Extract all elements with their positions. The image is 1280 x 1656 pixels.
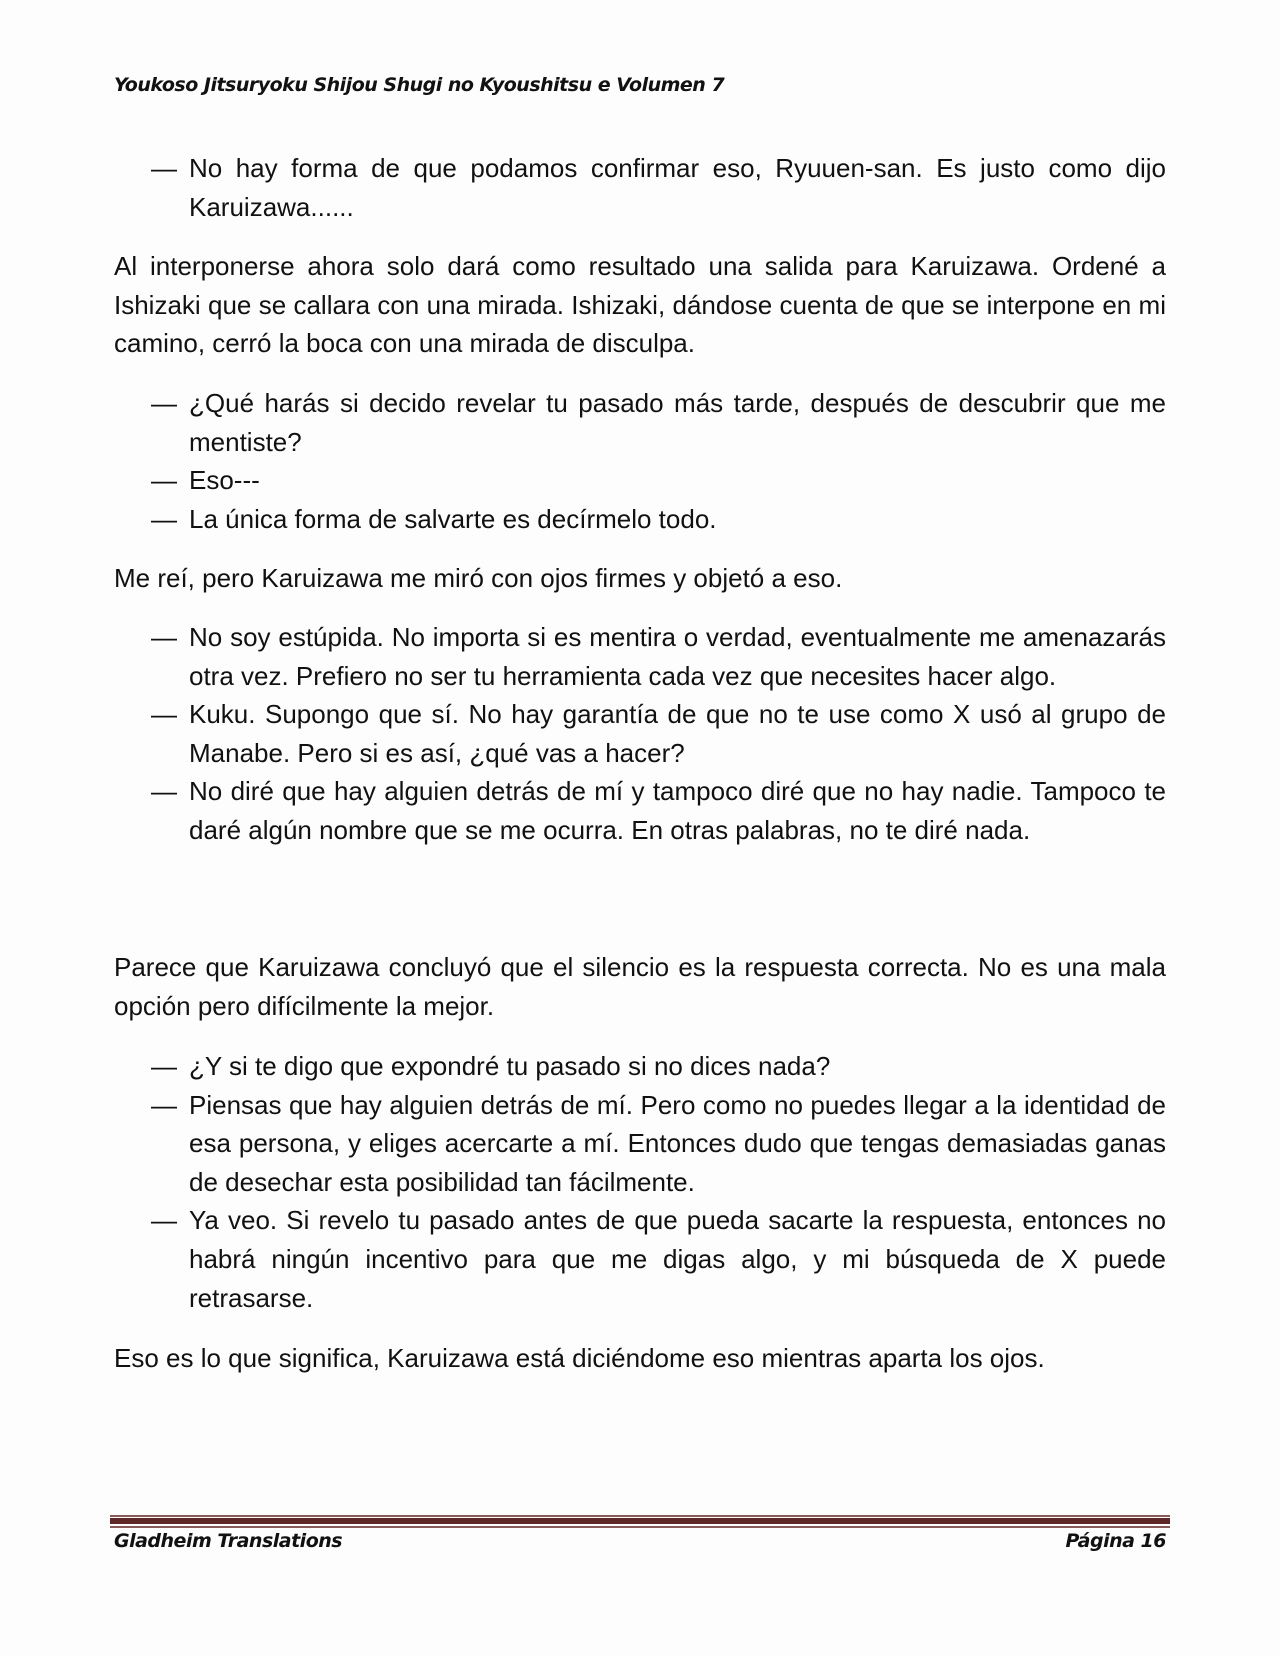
dialogue-dash: — xyxy=(151,622,177,652)
dialogue-dash: — xyxy=(151,699,177,730)
dialogue-dash: — xyxy=(151,503,177,534)
dialogue-group xyxy=(114,618,1166,850)
dialogue-dash: — xyxy=(151,1205,177,1236)
dialogue-line xyxy=(114,384,1166,461)
dialogue-text: No diré que hay alguien detrás de mí y tampoco diré que no hay nadie. Tampoco te daré algún nombre que se me ocurra. En otras palabras, no te diré nada. xyxy=(189,776,1166,845)
running-header: Youkoso Jitsuryoku Shijou Shugi no Kyoushitsu e Volumen 7 xyxy=(114,74,725,96)
paragraph-text: Parece que Karuizawa concluyó que el silencio es la respuesta correcta. No es una mala opción pero difícilmente la mejor. xyxy=(114,952,1166,1021)
dialogue-dash: — xyxy=(151,388,177,418)
footer-rule xyxy=(110,1515,1170,1517)
dialogue-text: La única forma de salvarte es decírmelo todo. xyxy=(189,503,717,534)
dialogue-line xyxy=(114,695,1166,772)
dialogue-text: Piensas que hay alguien detrás de mí. Pero como no puedes llegar a la identidad de esa persona, y eliges acercarte a mí. Entonces dudo que tengas demasiadas ganas de desechar esta posibilidad tan fácilmente. xyxy=(189,1089,1166,1197)
dialogue-text: ¿Y si te digo que expondré tu pasado si no dices nada? xyxy=(189,1051,831,1081)
dialogue-dash: — xyxy=(151,153,177,183)
footer-rule-lower xyxy=(110,1526,1170,1528)
dialogue-line xyxy=(114,461,1166,500)
dialogue-text: ¿Qué harás si decido revelar tu pasado más tarde, después de descubrir que me mentiste? xyxy=(189,388,1166,457)
dialogue-dash: — xyxy=(151,1089,177,1120)
footer-publisher: Gladheim Translations xyxy=(114,1530,343,1552)
footer-page-number: Página 16 xyxy=(1065,1530,1166,1552)
dialogue-text: No hay forma de que podamos confirmar eso, Ryuuen-san. Es justo como dijo Karuizawa...... xyxy=(189,153,1166,222)
dialogue-group xyxy=(114,1047,1166,1317)
dialogue-group xyxy=(114,384,1166,538)
dialogue-dash: — xyxy=(151,465,177,496)
dialogue-line xyxy=(114,618,1166,695)
dialogue-text: Ya veo. Si revelo tu pasado antes de que pueda sacarte la respuesta, entonces no habrá ningún incentivo para que me digas algo, y mi búsqueda de X puede retrasarse. xyxy=(189,1205,1166,1313)
narration-paragraph xyxy=(114,247,1166,363)
paragraph-text: Me reí, pero Karuizawa me miró con ojos firmes y objetó a eso. xyxy=(114,563,843,593)
dialogue-text: No soy estúpida. No importa si es mentira o verdad, eventualmente me amenazarás otra vez. Prefiero no ser tu herramienta cada vez que necesites hacer algo. xyxy=(189,622,1166,691)
dialogue-line xyxy=(114,772,1166,849)
dialogue-line xyxy=(114,149,1166,226)
dialogue-text: Kuku. Supongo que sí. No hay garantía de que no te use como X usó al grupo de Manabe. Pero si es así, ¿qué vas a hacer? xyxy=(189,699,1166,768)
dialogue-text: Eso--- xyxy=(189,465,260,496)
dialogue-line xyxy=(114,1201,1166,1317)
paragraph-text: Al interponerse ahora solo dará como resultado una salida para Karuizawa. Ordené a Ishizaki que se callara con una mirada. Ishizaki, dándose cuenta de que se interpone en mi camino, cerró la boca con una mirada de disculpa. xyxy=(114,251,1166,359)
dialogue-line xyxy=(114,1086,1166,1202)
footer-rule-thick xyxy=(110,1518,1170,1524)
dialogue-line xyxy=(114,500,1166,539)
dialogue-group xyxy=(114,149,1166,226)
paragraph-text: Eso es lo que significa, Karuizawa está diciéndome eso mientras aparta los ojos. xyxy=(114,1343,1045,1373)
narration-paragraph xyxy=(114,1339,1166,1378)
dialogue-dash: — xyxy=(151,1051,177,1081)
narration-paragraph xyxy=(114,559,1166,598)
narration-paragraph xyxy=(114,948,1166,1025)
dialogue-line xyxy=(114,1047,1166,1086)
dialogue-dash: — xyxy=(151,776,177,807)
